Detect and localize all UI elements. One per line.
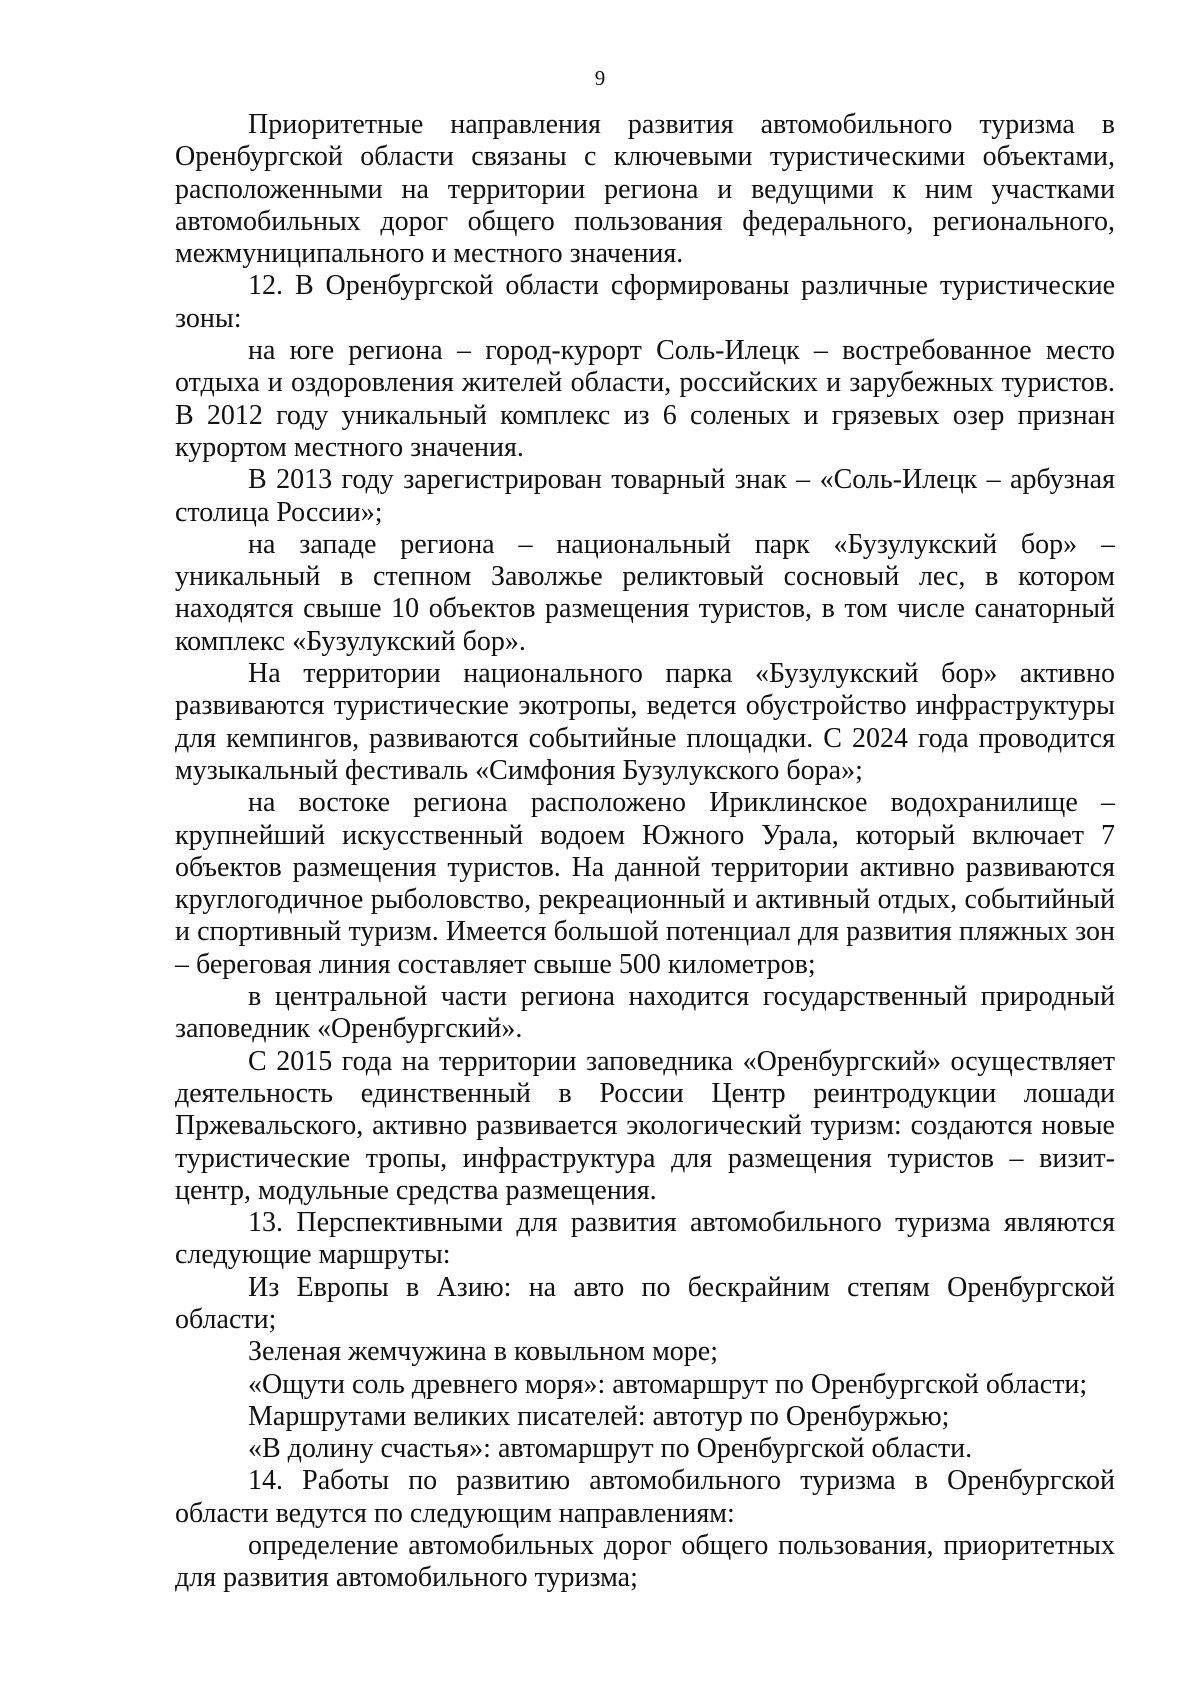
- paragraph-reserve-since-2015: С 2015 года на территории заповедника «Оренбургский» осуществляет деятельность единственный в России Центр реинтродукции лошади Пржевальского, активно развивается экологический туризм: создаются новые туристические тропы, инфраструктура для размещения туристов – визит-центр, модульные средства размещения.: [175, 1045, 1115, 1206]
- paragraph-east-iriklinskoe-reservoir: на востоке региона расположено Ириклинское водохранилище – крупнейший искусственный водоем Южного Урала, который включает 7 объектов размещения туристов. На данной территории активно развиваются круглогодичное рыболовство, рекреационный и активный отдых, событийный и спортивный туризм. Имеется большой потенциал для развития пляжных зон – береговая линия составляет свыше 500 километров;: [175, 787, 1115, 980]
- route-europe-asia: Из Европы в Азию: на авто по бескрайним степям Оренбургской области;: [175, 1271, 1115, 1335]
- paragraph-west-buzuluk-bor: на западе региона – национальный парк «Бузулукский бор» – уникальный в степном Заволжье реликтовый сосновый лес, в котором находятся свыше 10 объектов размещения туристов, в том числе санаторный комплекс «Бузулукский бор».: [175, 528, 1115, 657]
- paragraph-road-definition: определение автомобильных дорог общего пользования, приоритетных для развития автомобильного туризма;: [175, 1530, 1115, 1594]
- paragraph-item-12: 12. В Оренбургской области сформированы различные туристические зоны:: [175, 270, 1115, 334]
- route-green-pearl: Зеленая жемчужина в ковыльном море;: [248, 1336, 718, 1368]
- paragraph-buzuluk-park-development: На территории национального парка «Бузулукский бор» активно развиваются туристические экотропы, ведется обустройство инфраструктуры для кемпингов, развиваются событийные площадки. С 2024 года проводится музыкальный фестиваль «Симфония Бузулукского бора»;: [175, 658, 1115, 786]
- paragraph-center-orenburg-reserve: в центральной части региона находится государственный природный заповедник «Оренбургский».: [175, 981, 1115, 1045]
- page-number: 9: [594, 66, 606, 90]
- route-valley-of-happiness: «В долину счастья»: автомаршрут по Оренбургской области.: [248, 1433, 973, 1465]
- route-ancient-sea-salt: «Ощути соль древнего моря»: автомаршрут по Оренбургской области;: [248, 1368, 1088, 1400]
- paragraph-priority-directions: Приоритетные направления развития автомобильного туризма в Оренбургской области связаны с ключевыми туристическими объектами, расположенными на территории региона и ведущими к ним участками автомобильных дорог общего пользования федерального, регионального, межмуниципального и местного значения.: [175, 109, 1115, 270]
- paragraph-trademark-2013: В 2013 году зарегистрирован товарный знак – «Соль-Илецк – арбузная столица России»;: [175, 464, 1115, 528]
- document-body: [175, 109, 1115, 1595]
- paragraph-item-14: 14. Работы по развитию автомобильного туризма в Оренбургской области ведутся по следующим направлениям:: [175, 1465, 1115, 1529]
- route-great-writers: Маршрутами великих писателей: автотур по Оренбуржью;: [248, 1400, 950, 1432]
- paragraph-south-sol-iletsk: на юге региона – город-курорт Соль-Илецк – востребованное место отдыха и оздоровления жителей области, российских и зарубежных туристов. В 2012 году уникальный комплекс из 6 соленых и грязевых озер признан курортом местного значения.: [175, 335, 1115, 463]
- paragraph-item-13: 13. Перспективными для развития автомобильного туризма являются следующие маршруты:: [175, 1207, 1115, 1271]
